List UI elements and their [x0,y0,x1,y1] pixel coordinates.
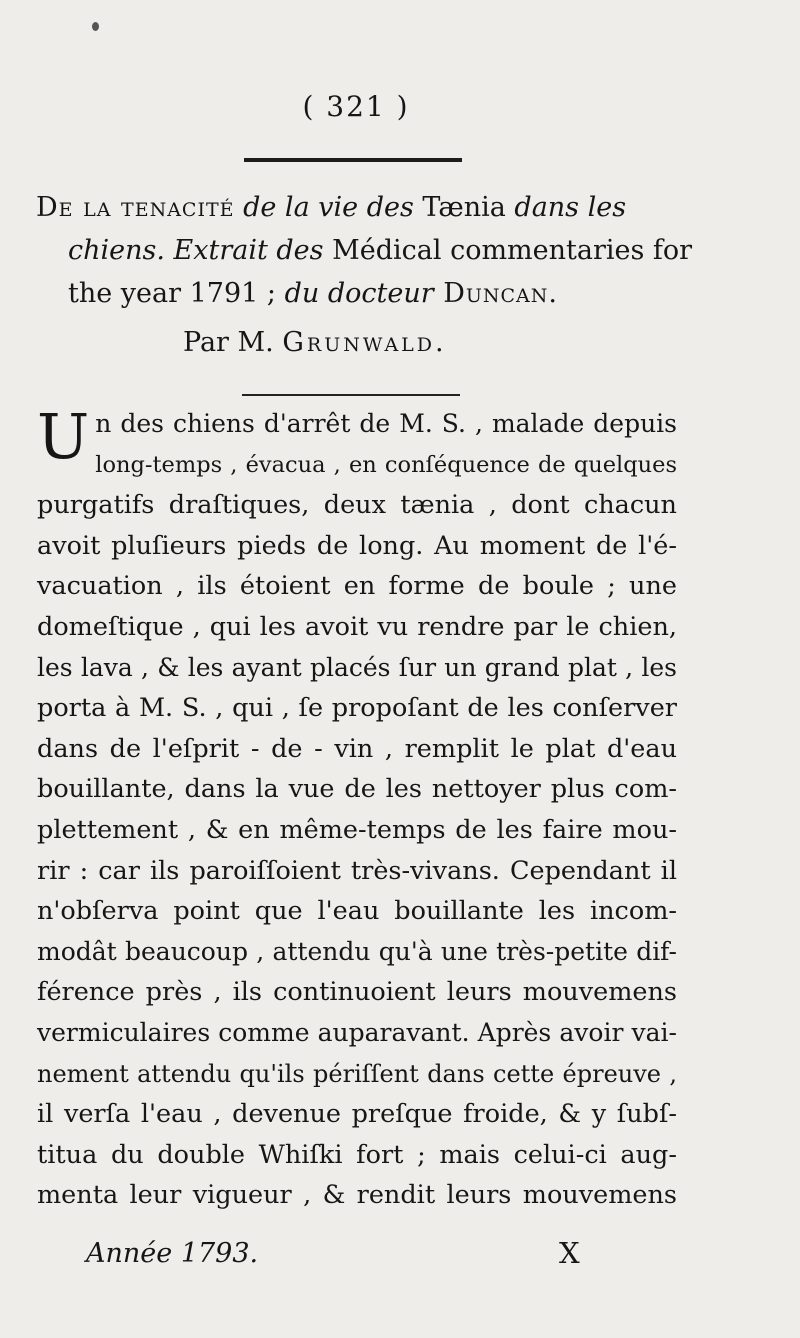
body-line: domeſtique , qui les avoit vu rendre par le chien, [37,611,677,642]
body-line: bouillante, dans la vue de les nettoyer plus com- [37,774,677,805]
body-line: n'obſerva point que l'eau bouillante les incom- [37,896,677,927]
article-title [36,186,693,315]
body-line: vacuation , ils étoient en forme de boule ; une [37,571,677,602]
body-line: porta à M. S. , qui , ſe propoſant de les conſerver [37,693,677,724]
ink-spot [92,22,99,31]
title-line-2: chiens. Extrait des Médical commentaries for [68,235,693,266]
body-line: férence près , ils continuoient leurs mouvemens [37,977,677,1008]
body-text [37,400,677,1216]
drop-cap: U [37,400,90,473]
top-rule [244,158,462,162]
body-line: rir : car ils paroiſſoient très-vivans. Cependant il [37,855,677,886]
page-number: ( 321 ) [302,90,410,123]
title-line-3: the year 1791 ; du docteur Duncan. [68,278,558,309]
body-line: dans de l'eſprit - de - vin , remplit le plat d'eau [37,733,677,764]
body-line: les lava , & les ayant placés ſur un grand plat , les [37,652,677,682]
body-line: long-temps , évacua , en conſéquence de quelques [95,451,677,478]
body-line: titua du double Whiſki fort ; mais celui-ci aug- [37,1139,677,1170]
signature-mark: X [559,1236,580,1270]
footer-year: Année 1793. [86,1238,259,1269]
body-line: n des chiens d'arrêt de M. S. , malade depuis [95,409,677,438]
body-line: il verſa l'eau , devenue preſque froide, & y ſubſ- [37,1099,677,1130]
body-line: vermiculaires comme auparavant. Après avoir vai- [37,1017,677,1047]
body-line: menta leur vigueur , & rendit leurs mouvemens [37,1180,677,1211]
body-line: avoit pluſieurs pieds de long. Au moment de l'é- [37,530,677,561]
title-line-1: De la tenacité de la vie des Tænia dans les [36,192,627,223]
body-line: nement attendu qu'ils périſſent dans cette épreuve , [37,1059,677,1088]
body-line: modât beaucoup , attendu qu'à une très-petite dif- [37,936,677,966]
middle-rule [242,394,460,396]
body-line: plettement , & en même-temps de les faire mou- [37,814,677,845]
author-byline: Par M. Grunwald. [183,327,447,358]
body-line: purgatifs draſtiques, deux tænia , dont chacun [37,490,677,521]
